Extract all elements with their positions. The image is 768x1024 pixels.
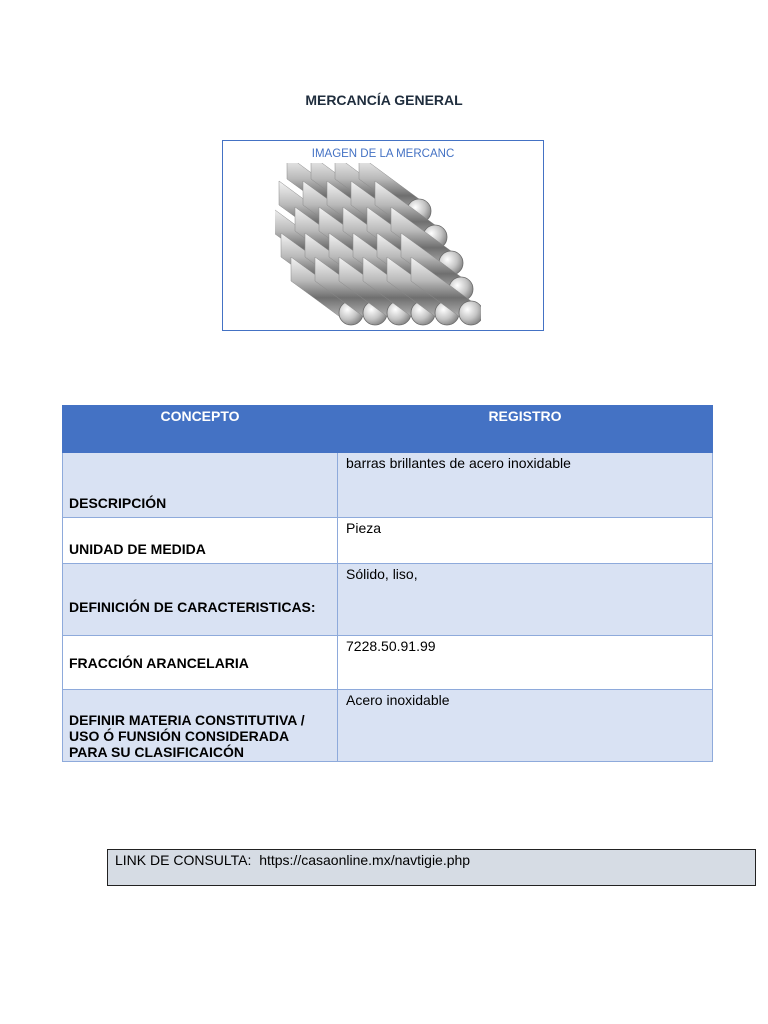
table-row [63,518,713,564]
merchandise-table [62,405,713,762]
row-value: barras brillantes de acero inoxidable [338,453,713,518]
row-concept: DESCRIPCIÓN [63,453,338,518]
consult-link[interactable]: https://casaonline.mx/navtigie.php [259,852,471,868]
table-row [63,636,713,690]
row-value: 7228.50.91.99 [338,636,713,690]
steel-bars-image [275,163,481,329]
row-value: Sólido, liso, [338,564,713,636]
consult-link-box [107,849,756,886]
row-value: Pieza [338,518,713,564]
row-concept: DEFINICIÓN DE CARACTERISTICAS: [63,564,338,636]
row-concept: FRACCIÓN ARANCELARIA [63,636,338,690]
image-caption: IMAGEN DE LA MERCANC [311,148,455,160]
row-concept: DEFINIR MATERIA CONSTITUTIVA / USO Ó FUNSIÓN CONSIDERADA PARA SU CLASIFICAICÓN [63,690,338,762]
page-title: MERCANCÍA GENERAL [305,92,463,108]
table-row [63,453,713,518]
merchandise-image-frame [222,140,544,331]
table-row [63,564,713,636]
table-row [63,690,713,762]
header-record: REGISTRO [338,406,713,453]
header-concept: CONCEPTO [63,406,338,453]
row-value: Acero inoxidable [338,690,713,762]
link-label: LINK DE CONSULTA: [115,852,252,868]
table-header-row [63,406,713,453]
row-concept: UNIDAD DE MEDIDA [63,518,338,564]
steel-rod-end [459,301,481,325]
